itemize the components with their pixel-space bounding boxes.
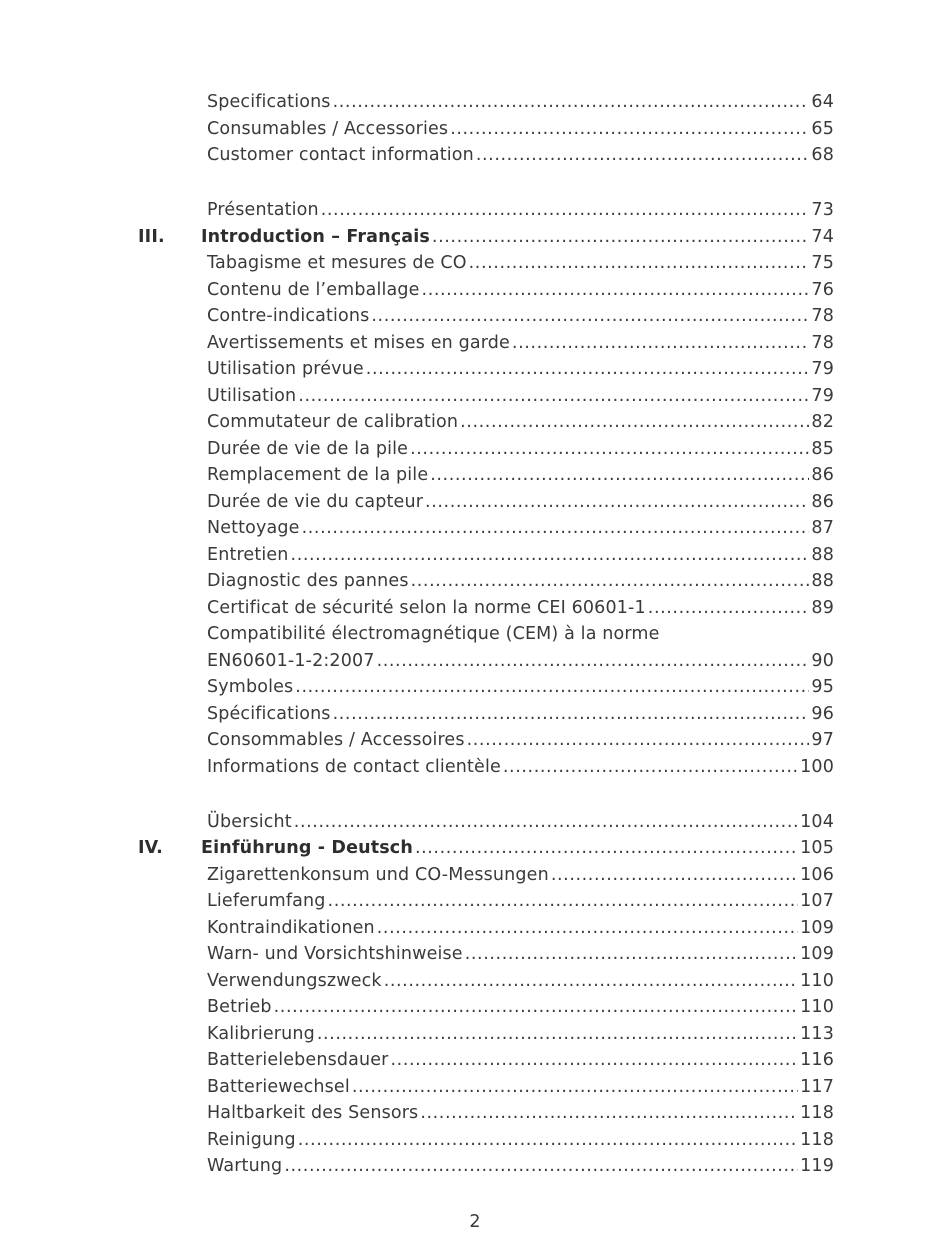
toc-row[interactable]: [0, 142, 950, 169]
toc-row[interactable]: [0, 303, 950, 330]
toc-entry-page: 85: [811, 438, 834, 459]
toc-entry-page: 88: [811, 544, 834, 565]
toc-entry-page: 79: [811, 385, 834, 406]
toc-entry-title: EN60601-1-2:2007: [207, 650, 375, 671]
toc-row[interactable]: [0, 754, 950, 781]
toc-spacer: [0, 169, 950, 198]
toc-entry-title: Batteriewechsel: [207, 1076, 350, 1097]
toc-entry-page: 116: [800, 1050, 834, 1070]
toc-entry-page: 75: [811, 253, 834, 273]
toc-section-row[interactable]: [0, 224, 950, 251]
section-page: 105: [800, 838, 834, 858]
toc-row[interactable]: [0, 330, 950, 357]
toc-leader-dots: [274, 994, 799, 1021]
toc-entry-page: 88: [811, 571, 834, 591]
section-number: IV.: [138, 838, 163, 858]
table-of-contents: [0, 89, 950, 1180]
toc-entry-title: Customer contact information: [207, 145, 474, 165]
toc-leader-dots: [333, 89, 810, 116]
toc-row[interactable]: [0, 1074, 950, 1101]
toc-entry-title: Specifications: [207, 92, 331, 112]
toc-row[interactable]: [0, 595, 950, 622]
toc-entry-title: Présentation: [207, 200, 319, 220]
toc-entry-page: 79: [811, 359, 834, 379]
toc-entry-title: Verwendungszweck: [207, 970, 382, 991]
toc-entry-page: 76: [811, 279, 834, 300]
toc-leader-dots: [430, 462, 809, 489]
toc-entry-page: 82: [811, 412, 834, 432]
toc-leader-dots: [298, 1127, 798, 1154]
page-number: 2: [469, 1212, 481, 1232]
toc-row[interactable]: [0, 1100, 950, 1127]
toc-entry-page: 89: [811, 597, 834, 618]
toc-row[interactable]: [0, 888, 950, 915]
section-title: Einführung - Deutsch: [201, 838, 413, 858]
toc-leader-dots: [328, 888, 799, 915]
toc-leader-dots: [503, 754, 798, 781]
toc-leader-dots: [512, 330, 810, 357]
toc-entry-page: 95: [811, 677, 834, 697]
toc-row[interactable]: [0, 1021, 950, 1048]
toc-entry-page: 78: [811, 306, 834, 326]
toc-entry-page: 86: [811, 465, 834, 485]
toc-entry-title: Symboles: [207, 677, 294, 697]
toc-entry-title: Wartung: [207, 1156, 283, 1176]
toc-row[interactable]: [0, 727, 950, 754]
toc-entry-page: 90: [811, 650, 834, 671]
toc-entry-page: 97: [811, 730, 834, 750]
toc-leader-dots: [377, 648, 810, 675]
toc-row[interactable]: [0, 1047, 950, 1074]
toc-leader-dots: [291, 542, 810, 569]
toc-row[interactable]: [0, 489, 950, 516]
toc-row[interactable]: [0, 1153, 950, 1180]
toc-leader-dots: [460, 409, 809, 436]
toc-section-row[interactable]: [0, 835, 950, 862]
toc-entry-title: Informations de contact clientèle: [207, 756, 501, 777]
toc-entry-title: Durée de vie du capteur: [207, 491, 424, 512]
toc-entry-page: 86: [811, 491, 834, 512]
toc-entry-title: Tabagisme et mesures de CO: [207, 253, 467, 273]
section-page: 74: [811, 226, 834, 247]
toc-row[interactable]: [0, 1127, 950, 1154]
toc-entry-page: 64: [811, 92, 834, 112]
toc-row-wrapped-line[interactable]: [0, 621, 950, 648]
toc-row[interactable]: [0, 915, 950, 942]
toc-entry-page: 96: [811, 703, 834, 724]
toc-entry-page: 110: [800, 997, 834, 1017]
toc-entry-page: 113: [800, 1023, 834, 1044]
toc-row[interactable]: [0, 648, 950, 675]
toc-entry-title: Übersicht: [207, 811, 292, 832]
toc-row[interactable]: [0, 809, 950, 836]
toc-row[interactable]: [0, 701, 950, 728]
toc-entry-page: 106: [800, 864, 834, 885]
toc-entry-page: 68: [811, 145, 834, 165]
toc-entry-title: Remplacement de la pile: [207, 465, 429, 485]
toc-entry-title: Spécifications: [207, 703, 331, 724]
toc-leader-dots: [410, 436, 809, 463]
toc-entry-page: 87: [811, 518, 834, 538]
toc-entry-page: 117: [800, 1076, 834, 1097]
toc-entry-page: 109: [800, 944, 834, 964]
toc-row[interactable]: [0, 968, 950, 995]
toc-leader-dots: [294, 809, 798, 836]
toc-leader-dots: [371, 303, 809, 330]
toc-entry-title: Lieferumfang: [207, 891, 326, 911]
toc-entry-page: 78: [811, 332, 834, 353]
toc-row[interactable]: [0, 674, 950, 701]
toc-leader-dots: [298, 383, 809, 410]
toc-entry-page: 109: [800, 917, 834, 938]
toc-row[interactable]: [0, 356, 950, 383]
toc-row[interactable]: [0, 383, 950, 410]
toc-row[interactable]: [0, 941, 950, 968]
toc-leader-dots: [420, 1100, 798, 1127]
toc-entry-title: Entretien: [207, 544, 289, 565]
toc-entry-page: 107: [800, 891, 834, 911]
toc-entry-title: Nettoyage: [207, 518, 300, 538]
toc-entry-title: Utilisation prévue: [207, 359, 364, 379]
toc-leader-dots: [284, 1153, 798, 1180]
toc-entry-title: Kontraindikationen: [207, 917, 375, 938]
toc-entry-page: 65: [811, 118, 834, 139]
toc-entry-title: Durée de vie de la pile: [207, 438, 409, 459]
toc-spacer: [0, 780, 950, 809]
toc-row[interactable]: [0, 116, 950, 143]
section-number: III.: [138, 226, 165, 247]
toc-entry-title: Contre-indications: [207, 306, 370, 326]
toc-row[interactable]: [0, 277, 950, 304]
toc-entry-page: 73: [811, 200, 834, 220]
section-title: Introduction – Français: [201, 226, 430, 247]
toc-leader-dots: [465, 941, 798, 968]
toc-leader-dots: [415, 835, 798, 862]
toc-leader-dots: [384, 968, 798, 995]
toc-row[interactable]: [0, 89, 950, 116]
toc-entry-page: 118: [800, 1103, 834, 1123]
toc-entry-title: Diagnostic des pannes: [207, 571, 409, 591]
toc-leader-dots: [432, 224, 810, 251]
toc-entry-page: 110: [800, 970, 834, 991]
toc-entry-title: Betrieb: [207, 997, 272, 1017]
toc-entry-title: Certificat de sécurité selon la norme CEI 60601-1: [207, 597, 646, 618]
toc-leader-dots: [302, 515, 810, 542]
toc-row[interactable]: [0, 542, 950, 569]
toc-entry-title: Utilisation: [207, 385, 297, 406]
toc-leader-dots: [467, 727, 810, 754]
toc-entry-page: 118: [800, 1129, 834, 1150]
toc-leader-dots: [391, 1047, 799, 1074]
toc-row[interactable]: [0, 515, 950, 542]
toc-row[interactable]: [0, 409, 950, 436]
toc-leader-dots: [551, 862, 798, 889]
toc-leader-dots: [425, 489, 809, 516]
toc-entry-title: Commutateur de calibration: [207, 412, 459, 432]
toc-entry-title: Haltbarkeit des Sensors: [207, 1103, 419, 1123]
toc-row[interactable]: [0, 197, 950, 224]
toc-leader-dots: [317, 1021, 798, 1048]
toc-row[interactable]: [0, 994, 950, 1021]
toc-entry-title: Warn- und Vorsichtshinweise: [207, 944, 463, 964]
toc-leader-dots: [469, 250, 810, 277]
toc-entry-title: Zigarettenkonsum und CO-Messungen: [207, 864, 549, 885]
toc-leader-dots: [411, 568, 810, 595]
toc-row[interactable]: [0, 250, 950, 277]
toc-entry-title: Reinigung: [207, 1129, 296, 1150]
toc-leader-dots: [366, 356, 810, 383]
toc-entry-title: Batterielebensdauer: [207, 1050, 389, 1070]
toc-entry-title: Contenu de l’emballage: [207, 279, 420, 300]
toc-leader-dots: [648, 595, 810, 622]
toc-entry-page: 100: [800, 756, 834, 777]
toc-entry-title: Consumables / Accessories: [207, 118, 449, 139]
toc-leader-dots: [450, 116, 809, 143]
toc-entry-title: Consommables / Accessoires: [207, 730, 465, 750]
toc-leader-dots: [422, 277, 810, 304]
toc-entry-page: 119: [800, 1156, 834, 1176]
toc-leader-dots: [321, 197, 810, 224]
toc-row[interactable]: [0, 462, 950, 489]
toc-row[interactable]: [0, 568, 950, 595]
toc-leader-dots: [476, 142, 810, 169]
toc-row[interactable]: [0, 862, 950, 889]
toc-leader-dots: [377, 915, 798, 942]
toc-row[interactable]: [0, 436, 950, 463]
toc-leader-dots: [333, 701, 810, 728]
toc-leader-dots: [352, 1074, 798, 1101]
toc-entry-title: Avertissements et mises en garde: [207, 332, 510, 353]
toc-leader-dots: [295, 674, 809, 701]
toc-entry-title: Compatibilité électromagnétique (CEM) à la norme: [207, 624, 660, 644]
toc-entry-page: 104: [800, 811, 834, 832]
toc-entry-title: Kalibrierung: [207, 1023, 315, 1044]
